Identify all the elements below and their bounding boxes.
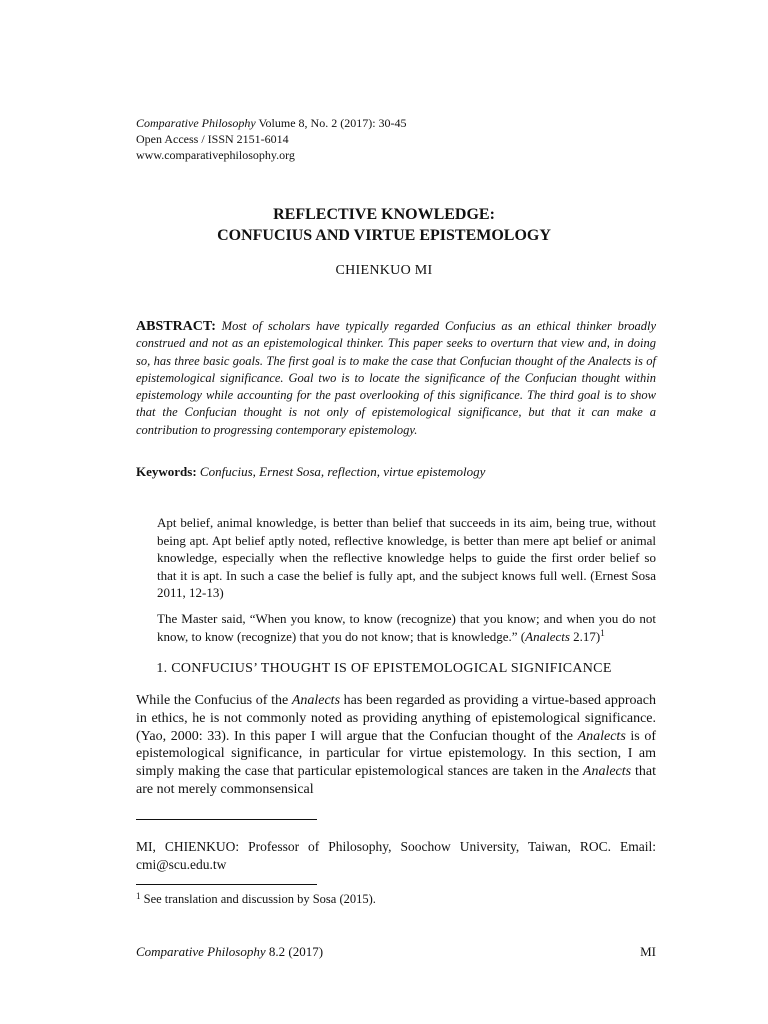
journal-name: Comparative Philosophy [136, 116, 256, 130]
body-italic: Analects [577, 728, 626, 744]
abstract-label: ABSTRACT: [136, 319, 216, 334]
access-info: Open Access / ISSN 2151-6014 [136, 132, 289, 146]
epigraph-analects [157, 610, 656, 645]
footer-issue: 8.2 (2017) [265, 944, 324, 959]
footer-journal: Comparative Philosophy [136, 944, 266, 959]
footnote-1 [136, 892, 376, 907]
journal-website[interactable]: www.comparativephilosophy.org [136, 148, 295, 162]
author-name: CHIENKUO MI [335, 263, 433, 278]
body-text: is of epistemological significance, in particular for virtue epistemology. In this section, I am simply making the case that particular epistemological stances are taken in the [136, 728, 657, 780]
body-italic: Analects [582, 764, 632, 780]
volume-info: Volume 8, No. 2 (2017): 30-45 [255, 116, 407, 130]
epigraph-sosa: Apt belief, animal knowledge, is better than belief that succeeds in its aim, being true, without being apt. Apt belief aptly noted, reflective knowledge, is better than mere apt belief or animal knowledge, especially when the reflective knowledge helps to guide the first order belief so that it is apt. In such a case the belief is fully apt, and the subject knows full well. (Ernest Sosa 2011, 12-13) [157, 515, 656, 600]
epigraph-analects-text: The Master said, “When you know, to know (recognize) that you know; and when you do not know, to know (recognize) that you do not know; that is knowledge.” ( [157, 611, 656, 644]
body-text: that are not merely commonsensical [136, 764, 656, 797]
keywords [136, 464, 485, 480]
abstract [136, 318, 656, 439]
section-heading: 1. CONFUCIUS’ THOUGHT IS OF EPISTEMOLOGICAL SIGNIFICANCE [156, 661, 612, 676]
footnote-divider [136, 884, 317, 885]
footnote-marker[interactable]: 1 [600, 627, 605, 638]
epigraph-analects-book: Analects [525, 628, 570, 644]
abstract-text: Most of scholars have typically regarded Confucius as an ethical thinker broadly construed and not as an epistemological thinker. This paper seeks to overturn that view and, in doing so, has three basic goals. The first goal is to make the case that Confucian thought of the Analects is of epistemological significance. Goal two is to locate the significance of the Confucian thought within epistemology while accounting for the past overlooking of this significance. The third goal is to show that the Confucian thought is not only of epistemological significance, but that it can make a contribution to progressing contemporary epistemology. [136, 319, 656, 437]
paper-title-line2: CONFUCIUS AND VIRTUE EPISTEMOLOGY [217, 227, 551, 244]
body-text: While the Confucius of the [136, 693, 292, 708]
body-paragraph [136, 692, 656, 799]
epigraph-analects-ref: 2.17) [569, 628, 601, 644]
body-italic: Analects [291, 693, 341, 708]
footnote-text: See translation and discussion by Sosa (2015). [140, 892, 376, 906]
footnote-divider [136, 819, 317, 820]
body-text: has been regarded as providing a virtue-based approach in ethics, he is not commonly noted as providing anything of epistemological significance. (Yao, 2000: 33). In this paper I will argue that the Confucian thought of the [136, 693, 656, 744]
paper-title-line1: REFLECTIVE KNOWLEDGE: [273, 206, 495, 223]
page-footer-author: MI [640, 944, 656, 959]
author-footnote: MI, CHIENKUO: Professor of Philosophy, Soochow University, Taiwan, ROC. Email: cmi@scu.edu.tw [136, 839, 656, 872]
keywords-label: Keywords: [136, 464, 197, 479]
journal-citation [136, 115, 407, 131]
footnote-number: 1 [136, 891, 141, 901]
keywords-list: Confucius, Ernest Sosa, reflection, virtue epistemology [196, 464, 486, 479]
